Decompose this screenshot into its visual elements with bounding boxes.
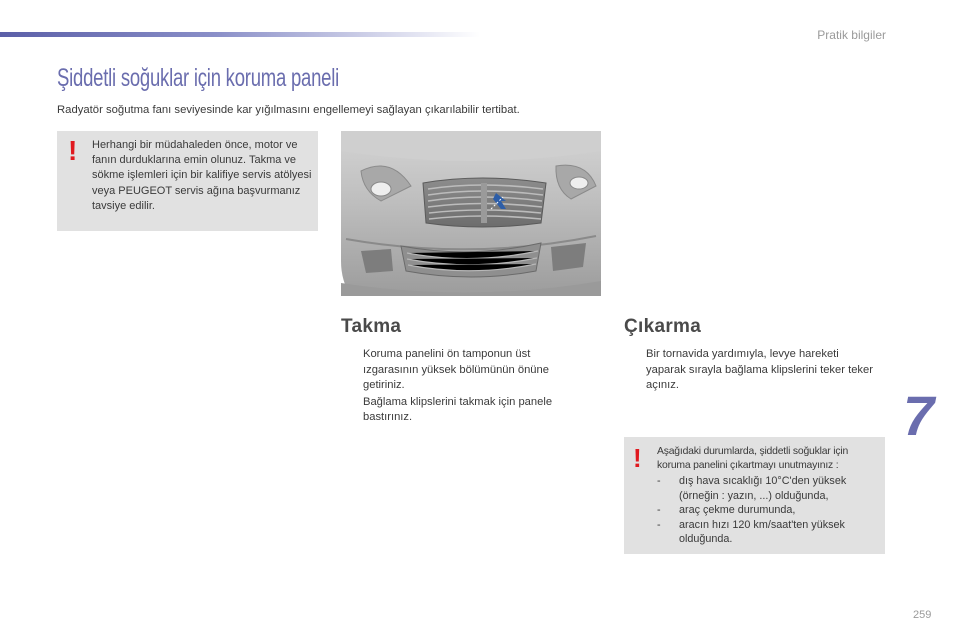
grille-photo — [341, 131, 601, 296]
cikarma-list — [624, 347, 874, 395]
warning-intro: Aşağıdaki durumlarda, şiddetli soğuklar için koruma panelini çıkartmayı unutmayınız : — [657, 446, 849, 471]
list-item: Bağlama klipslerini takmak için panele bastırınız. — [363, 395, 553, 424]
takma-list — [341, 347, 581, 427]
section-title: Pratik bilgiler — [817, 28, 886, 42]
page-number: 259 — [913, 609, 932, 621]
takma-heading: Takma — [341, 316, 402, 337]
list-item: - aracın hızı 120 km/saat'ten yüksek olduğunda. — [657, 518, 845, 546]
list-item: - araç çekme durumunda, — [657, 504, 796, 517]
exclamation-icon: ! — [633, 443, 642, 473]
warning-box-bottom — [624, 437, 885, 554]
list-item: Koruma panelini ön tamponun üst ızgarasının yüksek bölümünün önüne getiriniz. — [363, 348, 549, 392]
exclamation-icon: ! — [68, 135, 78, 166]
car-front-illustration — [341, 131, 601, 296]
cikarma-heading: Çıkarma — [624, 316, 702, 337]
list-item: Bir tornavida yardımıyla, levye hareketi yaparak sırayla bağlama klipslerini teker teker açınız. — [646, 348, 873, 392]
warning-list — [657, 474, 881, 547]
intro-text: Radyatör soğutma fanı seviyesinde kar yığılmasını engellemeyi sağlayan çıkarılabilir tertibat. — [57, 104, 520, 116]
page-title: Şiddetli soğuklar için koruma paneli — [57, 64, 339, 92]
warning-box-top — [57, 131, 318, 231]
list-item: - dış hava sıcaklığı 10°C'den yüksek (örneğin : yazın, ...) olduğunda, — [657, 475, 847, 502]
warning-text: Herhangi bir müdahaleden önce, motor ve fanın durduklarına emin olunuz. Takma ve sökme işlemleri için bir kalifiye servis atölyesi veya PEUGEOT servis ağına başvurmanız tavsiye edilir. — [92, 139, 312, 212]
chapter-number: 7 — [903, 384, 935, 447]
header-accent-bar — [0, 32, 480, 37]
